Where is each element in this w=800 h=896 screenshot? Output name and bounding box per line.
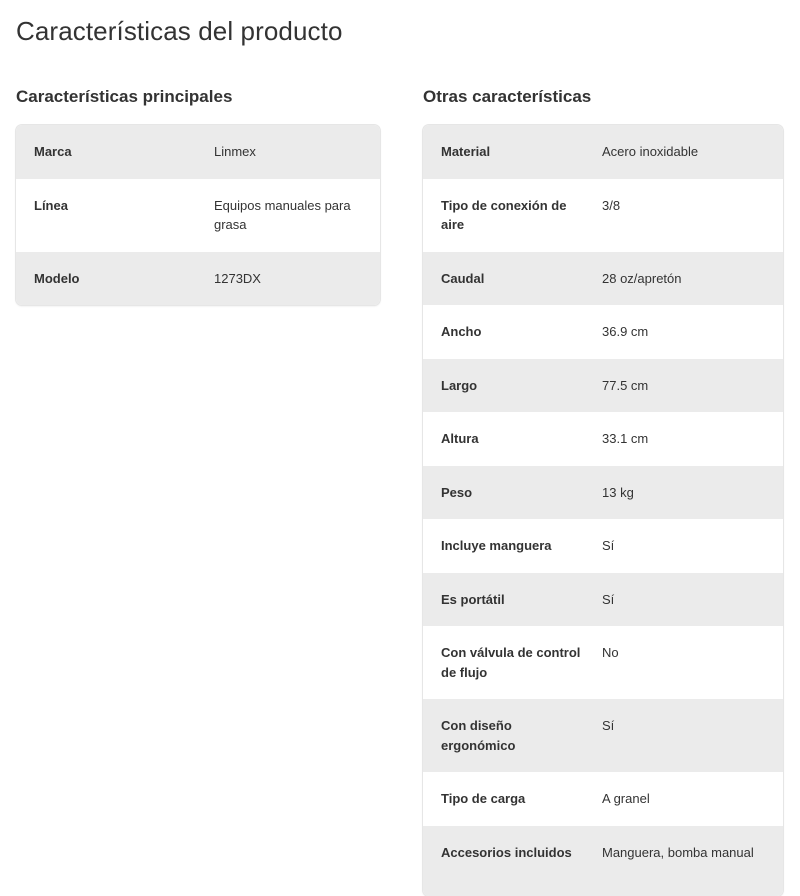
spec-value: Sí [602, 590, 783, 610]
table-row [423, 519, 783, 573]
page-title: Características del producto [16, 14, 343, 48]
table-row [423, 412, 783, 466]
spec-label: Con diseño ergonómico [441, 716, 602, 755]
table-row [16, 252, 380, 306]
spec-label: Marca [34, 142, 214, 162]
spec-label: Con válvula de control de flujo [441, 643, 602, 682]
table-row [423, 626, 783, 699]
spec-value: A granel [602, 789, 783, 809]
spec-label: Incluye manguera [441, 536, 602, 556]
spec-label: Modelo [34, 269, 214, 289]
table-row [16, 179, 380, 252]
spec-label: Largo [441, 376, 602, 396]
other-characteristics-section [423, 86, 783, 896]
spec-label: Tipo de carga [441, 789, 602, 809]
spec-label: Ancho [441, 322, 602, 342]
spec-label: Tipo de conexión de aire [441, 196, 602, 235]
spec-label: Altura [441, 429, 602, 449]
spec-label: Material [441, 142, 602, 162]
table-row [423, 772, 783, 826]
spec-value: 3/8 [602, 196, 783, 235]
spec-value: Acero inoxidable [602, 142, 783, 162]
table-row [423, 359, 783, 413]
spec-value: Linmex [214, 142, 380, 162]
table-row [16, 125, 380, 179]
spec-label: Es portátil [441, 590, 602, 610]
spec-label: Peso [441, 483, 602, 503]
other-characteristics-table [423, 125, 783, 896]
spec-value: Sí [602, 536, 783, 556]
spec-value: 36.9 cm [602, 322, 783, 342]
main-characteristics-section [16, 86, 380, 305]
table-row [423, 252, 783, 306]
table-row [423, 305, 783, 359]
main-characteristics-table [16, 125, 380, 305]
spec-label: Línea [34, 196, 214, 235]
table-row [423, 826, 783, 896]
spec-value: 33.1 cm [602, 429, 783, 449]
section-title: Características principales [16, 86, 380, 108]
table-row [423, 125, 783, 179]
spec-label: Accesorios incluidos [441, 843, 602, 880]
spec-value: No [602, 643, 783, 682]
spec-value: 77.5 cm [602, 376, 783, 396]
table-row [423, 699, 783, 772]
spec-value: 1273DX [214, 269, 380, 289]
spec-value: Manguera, bomba manual [602, 843, 783, 880]
spec-value: Sí [602, 716, 783, 755]
spec-value: 13 kg [602, 483, 783, 503]
table-row [423, 573, 783, 627]
spec-value: Equipos manuales para grasa [214, 196, 380, 235]
section-title: Otras características [423, 86, 783, 108]
table-row [423, 466, 783, 520]
spec-label: Caudal [441, 269, 602, 289]
spec-value: 28 oz/apretón [602, 269, 783, 289]
table-row [423, 179, 783, 252]
